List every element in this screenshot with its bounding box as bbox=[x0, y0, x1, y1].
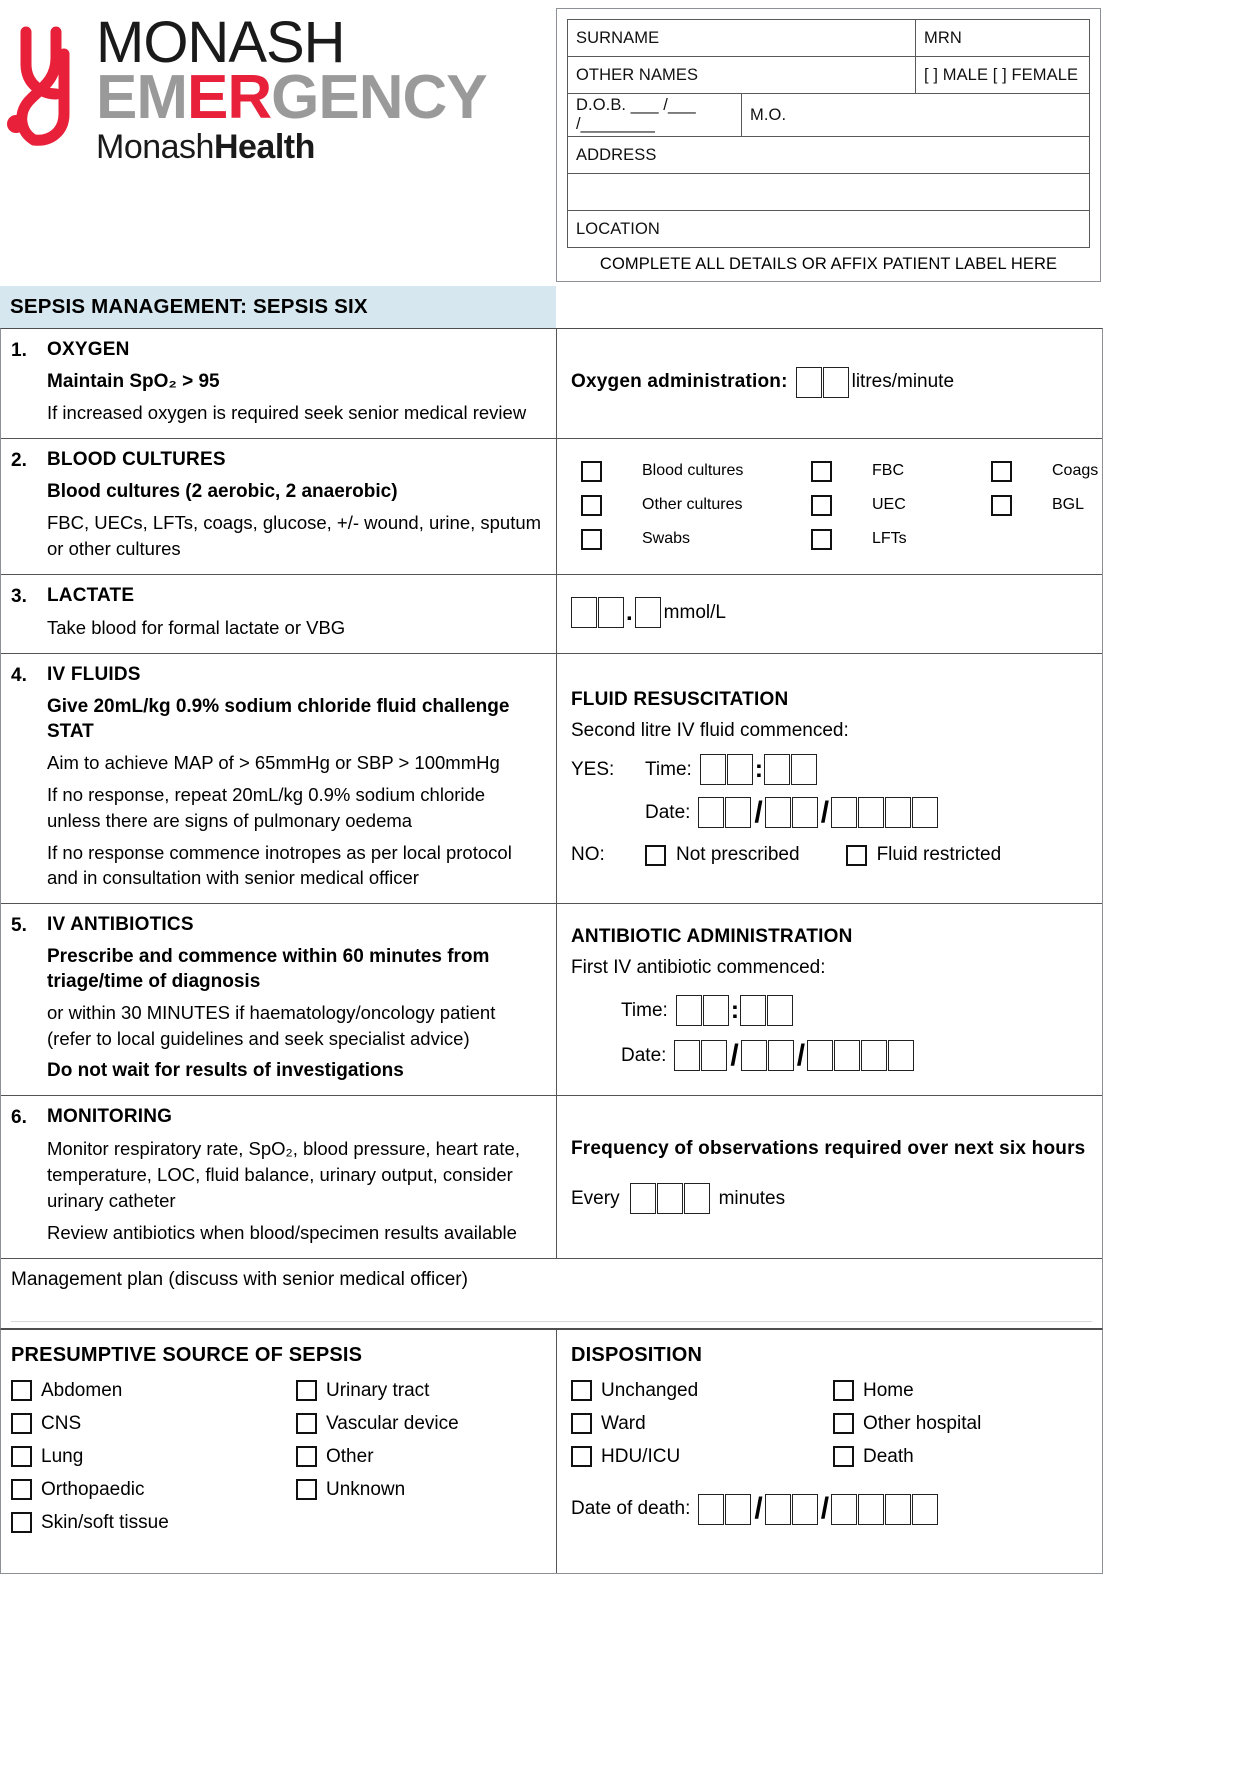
checkbox-icon[interactable] bbox=[11, 1479, 32, 1500]
disposition-heading: DISPOSITION bbox=[571, 1343, 703, 1366]
date-of-death-boxes[interactable] bbox=[698, 1494, 939, 1525]
field-sex[interactable]: [ ] MALE [ ] FEMALE bbox=[916, 57, 1090, 94]
checkbox-icon[interactable] bbox=[11, 1413, 32, 1434]
field-other-names[interactable]: OTHER NAMES bbox=[568, 57, 916, 94]
entry-box[interactable] bbox=[700, 754, 726, 785]
entry-box[interactable] bbox=[831, 1494, 857, 1525]
antibiotic-subtext: First IV antibiotic commenced: bbox=[571, 957, 826, 979]
step-note: Review antibiotics when blood/specimen results available bbox=[47, 1222, 517, 1244]
field-mo[interactable]: M.O. bbox=[742, 94, 1090, 137]
checkbox-lung[interactable] bbox=[11, 1446, 296, 1468]
checkbox-icon[interactable] bbox=[581, 495, 602, 516]
entry-box[interactable] bbox=[861, 1040, 887, 1071]
entry-box[interactable] bbox=[764, 754, 790, 785]
decimal-separator: . bbox=[626, 598, 633, 626]
entry-box[interactable] bbox=[767, 995, 793, 1026]
checkbox-icon[interactable] bbox=[991, 461, 1012, 482]
step-5-description bbox=[1, 904, 557, 1095]
checkbox-unchanged[interactable] bbox=[571, 1380, 833, 1402]
time-label: Time: bbox=[621, 999, 668, 1021]
fluid-subtext: Second litre IV fluid commenced: bbox=[571, 720, 849, 742]
frequency-boxes[interactable] bbox=[630, 1183, 711, 1214]
minutes-label: minutes bbox=[718, 1187, 786, 1209]
checkbox-label: Other bbox=[326, 1445, 374, 1467]
entry-box[interactable] bbox=[598, 597, 624, 628]
entry-box[interactable] bbox=[888, 1040, 914, 1071]
fluid-date-row bbox=[571, 797, 1090, 828]
entry-box[interactable] bbox=[807, 1040, 833, 1071]
bottom-block bbox=[0, 1329, 1103, 1574]
step-heading: IV ANTIBIOTICS bbox=[47, 914, 194, 936]
entry-box[interactable] bbox=[635, 597, 661, 628]
entry-box[interactable] bbox=[674, 1040, 700, 1071]
step-1-entry bbox=[557, 329, 1102, 438]
checkbox-label: Blood cultures bbox=[642, 462, 744, 480]
time-colon: : bbox=[754, 755, 764, 784]
brand-logo bbox=[0, 8, 556, 174]
field-dob[interactable]: D.O.B. ___ /___ /________ bbox=[568, 94, 742, 137]
checkbox-label: Vascular device bbox=[326, 1412, 459, 1434]
field-address-line2[interactable] bbox=[568, 174, 1090, 211]
checkbox-icon[interactable] bbox=[11, 1512, 32, 1533]
entry-box[interactable] bbox=[858, 1494, 884, 1525]
date-of-death-label: Date of death: bbox=[571, 1498, 691, 1520]
step-6-description bbox=[1, 1096, 557, 1258]
entry-box[interactable] bbox=[912, 797, 938, 828]
monitoring-heading: Frequency of observations required over next six hours bbox=[571, 1138, 1086, 1160]
entry-box[interactable] bbox=[792, 797, 818, 828]
entry-box[interactable] bbox=[725, 797, 751, 828]
entry-box[interactable] bbox=[701, 1040, 727, 1071]
entry-box[interactable] bbox=[912, 1494, 938, 1525]
step-note: Aim to achieve MAP of > 65mmHg or SBP > 100mmHg bbox=[47, 751, 500, 773]
checkbox-vascular-device[interactable] bbox=[296, 1413, 536, 1435]
step-note: If increased oxygen is required seek senior medical review bbox=[47, 402, 527, 424]
date-slash: / bbox=[820, 1492, 830, 1526]
date-slash: / bbox=[754, 795, 763, 829]
step-heading: OXYGEN bbox=[47, 339, 130, 360]
date-slash: / bbox=[730, 1038, 739, 1072]
checkbox-fluid-restricted[interactable] bbox=[846, 844, 1002, 866]
checkbox-icon[interactable] bbox=[581, 461, 602, 482]
lactate-entry-row bbox=[571, 597, 1090, 628]
time-label: Time: bbox=[645, 758, 692, 780]
oxygen-unit: litres/minute bbox=[851, 371, 955, 393]
checkbox-not-prescribed[interactable] bbox=[645, 844, 800, 866]
investigation-checkbox-grid bbox=[571, 460, 1151, 550]
entry-box[interactable] bbox=[885, 797, 911, 828]
time-colon: : bbox=[730, 996, 740, 1025]
presumptive-source-heading: PRESUMPTIVE SOURCE OF SEPSIS bbox=[11, 1343, 363, 1366]
checkbox-label: CNS bbox=[41, 1412, 82, 1434]
entry-box[interactable] bbox=[698, 797, 724, 828]
brand-monash: Monash bbox=[96, 128, 214, 167]
entry-box[interactable] bbox=[725, 1494, 751, 1525]
management-plan-row bbox=[1, 1259, 1102, 1328]
checkbox-label: Swabs bbox=[642, 530, 691, 548]
checkbox-icon[interactable] bbox=[11, 1446, 32, 1467]
fluid-date-boxes[interactable] bbox=[698, 797, 939, 828]
yes-label: YES: bbox=[571, 758, 615, 780]
step-bold-footer: Do not wait for results of investigations bbox=[47, 1060, 404, 1082]
antibiotic-admin-heading: ANTIBIOTIC ADMINISTRATION bbox=[571, 926, 853, 948]
checkbox-icon[interactable] bbox=[645, 845, 666, 866]
disposition-column-1 bbox=[571, 1380, 833, 1468]
checkbox-coags[interactable] bbox=[991, 460, 1151, 482]
checkbox-lfts[interactable] bbox=[811, 528, 991, 550]
checkbox-label: HDU/ICU bbox=[601, 1445, 681, 1467]
table-row bbox=[568, 174, 1090, 211]
step-3-description bbox=[1, 575, 557, 653]
step-row-oxygen bbox=[1, 329, 1102, 439]
checkbox-ward[interactable] bbox=[571, 1413, 833, 1435]
step-2-description bbox=[1, 439, 557, 574]
entry-box[interactable] bbox=[630, 1183, 656, 1214]
sepsis-six-grid bbox=[0, 328, 1103, 1329]
disposition-section bbox=[557, 1330, 1102, 1573]
lactate-unit: mmol/L bbox=[663, 601, 726, 623]
checkbox-abdomen[interactable] bbox=[11, 1380, 296, 1402]
checkbox-label: Abdomen bbox=[41, 1379, 123, 1401]
checkbox-cns[interactable] bbox=[11, 1413, 296, 1435]
field-address[interactable]: ADDRESS bbox=[568, 137, 1090, 174]
oxygen-boxes[interactable] bbox=[796, 367, 850, 398]
entry-box[interactable] bbox=[698, 1494, 724, 1525]
step-note: FBC, UECs, LFTs, coags, glucose, +/- wound, urine, sputum or other cultures bbox=[47, 512, 542, 559]
checkbox-label: Home bbox=[863, 1379, 914, 1401]
checkbox-label: Skin/soft tissue bbox=[41, 1511, 169, 1533]
checkbox-label: FBC bbox=[872, 462, 904, 480]
checkbox-icon[interactable] bbox=[581, 529, 602, 550]
affix-label-note: COMPLETE ALL DETAILS OR AFFIX PATIENT LABEL HERE bbox=[599, 255, 1058, 273]
step-row-monitoring bbox=[1, 1096, 1102, 1259]
entry-box[interactable] bbox=[741, 1040, 767, 1071]
every-label: Every bbox=[571, 1187, 620, 1209]
step-bold-line: Maintain SpO₂ > 95 bbox=[47, 371, 220, 392]
checkbox-other-source[interactable] bbox=[296, 1446, 536, 1468]
checkbox-swabs[interactable] bbox=[581, 528, 811, 550]
step-2-entry bbox=[557, 439, 1163, 574]
date-label: Date: bbox=[621, 1044, 667, 1066]
presumptive-source-section bbox=[1, 1330, 557, 1573]
checkbox-label: Other hospital bbox=[863, 1412, 982, 1434]
table-row bbox=[568, 211, 1090, 248]
antibiotic-date-boxes[interactable] bbox=[674, 1040, 915, 1071]
antibiotic-time-row bbox=[571, 995, 1090, 1026]
step-1-description bbox=[1, 329, 557, 438]
entry-box[interactable] bbox=[791, 754, 817, 785]
entry-box[interactable] bbox=[684, 1183, 710, 1214]
checkbox-label: Coags bbox=[1052, 462, 1099, 480]
checkbox-fbc[interactable] bbox=[811, 460, 991, 482]
step-number: 5. bbox=[11, 915, 27, 937]
management-plan-area[interactable] bbox=[1, 1259, 1102, 1328]
page-title: SEPSIS MANAGEMENT: SEPSIS SIX bbox=[0, 286, 556, 328]
step-heading: LACTATE bbox=[47, 584, 135, 606]
checkbox-other-cultures[interactable] bbox=[581, 494, 811, 516]
step-number: 2. bbox=[11, 449, 27, 471]
entry-box[interactable] bbox=[765, 797, 791, 828]
checkbox-icon[interactable] bbox=[571, 1380, 592, 1401]
step-5-entry bbox=[557, 904, 1102, 1095]
checkbox-icon[interactable] bbox=[833, 1413, 854, 1434]
checkbox-label: Ward bbox=[601, 1412, 646, 1434]
date-label: Date: bbox=[645, 801, 691, 823]
entry-box[interactable] bbox=[676, 995, 702, 1026]
checkbox-label: UEC bbox=[872, 496, 906, 514]
step-number: 4. bbox=[11, 664, 27, 686]
entry-box[interactable] bbox=[796, 367, 822, 398]
entry-box[interactable] bbox=[823, 367, 849, 398]
checkbox-icon[interactable] bbox=[811, 529, 832, 550]
stethoscope-icon bbox=[6, 24, 90, 174]
step-3-entry bbox=[557, 575, 1102, 653]
checkbox-label: Not prescribed bbox=[676, 844, 800, 866]
step-row-iv-fluids bbox=[1, 654, 1102, 905]
step-bold-line: Prescribe and commence within 60 minutes from triage/time of diagnosis bbox=[47, 946, 490, 993]
checkbox-icon[interactable] bbox=[811, 495, 832, 516]
antibiotic-date-row bbox=[571, 1040, 1090, 1071]
step-number: 1. bbox=[11, 340, 27, 361]
step-row-lactate bbox=[1, 575, 1102, 654]
checkbox-icon[interactable] bbox=[11, 1380, 32, 1401]
oxygen-admin-row bbox=[571, 367, 1090, 398]
brand-gency: GENCY bbox=[271, 63, 487, 133]
antibiotic-time-boxes[interactable] bbox=[676, 995, 794, 1026]
checkbox-uec[interactable] bbox=[811, 494, 991, 516]
entry-box[interactable] bbox=[740, 995, 766, 1026]
entry-box[interactable] bbox=[768, 1040, 794, 1071]
brand-line-monash-health bbox=[96, 130, 487, 166]
table-row bbox=[568, 137, 1090, 174]
step-bold-line: Blood cultures (2 aerobic, 2 anaerobic) bbox=[47, 480, 398, 502]
entry-box[interactable] bbox=[765, 1494, 791, 1525]
entry-box[interactable] bbox=[834, 1040, 860, 1071]
date-slash: / bbox=[820, 795, 830, 829]
management-plan-label: Management plan (discuss with senior medical officer) bbox=[11, 1268, 468, 1290]
entry-box[interactable] bbox=[571, 597, 597, 628]
checkbox-column-other bbox=[991, 460, 1151, 550]
entry-box[interactable] bbox=[831, 797, 857, 828]
checkbox-label: BGL bbox=[1052, 496, 1085, 514]
checkbox-label: Lung bbox=[41, 1445, 84, 1467]
table-row bbox=[568, 20, 1090, 57]
checkbox-column-bloods bbox=[811, 460, 991, 550]
patient-label-column bbox=[556, 8, 1116, 282]
entry-box[interactable] bbox=[703, 995, 729, 1026]
step-4-description bbox=[1, 654, 557, 904]
checkbox-blood-cultures[interactable] bbox=[581, 460, 811, 482]
checkbox-icon[interactable] bbox=[833, 1380, 854, 1401]
field-surname[interactable]: SURNAME bbox=[568, 20, 916, 57]
step-heading: IV FLUIDS bbox=[47, 663, 141, 685]
checkbox-unknown-source[interactable] bbox=[296, 1479, 536, 1501]
step-note: If no response, repeat 20mL/kg 0.9% sodium chloride unless there are signs of pulmonary oedema bbox=[47, 783, 486, 831]
fluid-resuscitation-heading: FLUID RESUSCITATION bbox=[571, 689, 789, 711]
checkbox-icon[interactable] bbox=[991, 495, 1012, 516]
step-6-entry bbox=[557, 1096, 1102, 1258]
checkbox-icon[interactable] bbox=[811, 461, 832, 482]
checkbox-icon[interactable] bbox=[296, 1479, 317, 1500]
checkbox-bgl[interactable] bbox=[991, 494, 1151, 516]
checkbox-column-cultures bbox=[571, 460, 811, 550]
checkbox-label: Death bbox=[863, 1445, 914, 1467]
checkbox-other-hospital[interactable] bbox=[833, 1413, 1073, 1435]
checkbox-label: Other cultures bbox=[642, 496, 743, 514]
checkbox-hdu-icu[interactable] bbox=[571, 1446, 833, 1468]
step-heading: MONITORING bbox=[47, 1106, 173, 1128]
brand-health: Health bbox=[213, 128, 315, 167]
step-row-iv-antibiotics bbox=[1, 904, 1102, 1096]
entry-box[interactable] bbox=[727, 754, 753, 785]
entry-box[interactable] bbox=[858, 797, 884, 828]
patient-label-box bbox=[556, 8, 1101, 282]
checkbox-death[interactable] bbox=[833, 1446, 1073, 1468]
checkbox-label: Fluid restricted bbox=[876, 844, 1002, 866]
source-column-2 bbox=[296, 1380, 536, 1534]
entry-box[interactable] bbox=[792, 1494, 818, 1525]
header-band bbox=[0, 0, 1257, 282]
checkbox-label: Orthopaedic bbox=[41, 1478, 145, 1500]
checkbox-label: Urinary tract bbox=[326, 1379, 430, 1401]
checkbox-icon[interactable] bbox=[571, 1446, 592, 1467]
step-heading: BLOOD CULTURES bbox=[47, 448, 226, 470]
observation-frequency-row bbox=[571, 1183, 1090, 1214]
checkbox-icon[interactable] bbox=[571, 1413, 592, 1434]
step-number: 3. bbox=[11, 585, 27, 607]
patient-details-table bbox=[567, 19, 1090, 248]
checkbox-icon[interactable] bbox=[296, 1446, 317, 1467]
step-number: 6. bbox=[11, 1107, 27, 1129]
checkbox-label: LFTs bbox=[872, 530, 907, 548]
brand-line-monash: MONASH bbox=[96, 10, 345, 75]
checkbox-label: Unknown bbox=[326, 1478, 406, 1500]
disposition-checkbox-columns bbox=[571, 1380, 1090, 1468]
checkbox-orthopaedic[interactable] bbox=[11, 1479, 296, 1501]
step-bold-line: Give 20mL/kg 0.9% sodium chloride fluid challenge STAT bbox=[47, 695, 510, 742]
step-row-blood-cultures bbox=[1, 439, 1102, 575]
checkbox-icon[interactable] bbox=[296, 1413, 317, 1434]
source-checkbox-columns bbox=[11, 1380, 546, 1534]
checkbox-label: Unchanged bbox=[601, 1379, 699, 1401]
table-row bbox=[568, 94, 1090, 137]
field-mrn[interactable]: MRN bbox=[916, 20, 1090, 57]
checkbox-icon[interactable] bbox=[846, 845, 867, 866]
management-plan-writing-line bbox=[11, 1321, 1092, 1322]
step-note: or within 30 MINUTES if haematology/oncology patient (refer to local guidelines and seek specialist advice) bbox=[47, 1002, 496, 1050]
step-note: Take blood for formal lactate or VBG bbox=[47, 616, 346, 638]
brand-er: ER bbox=[187, 63, 272, 133]
step-4-entry bbox=[557, 654, 1102, 904]
checkbox-icon[interactable] bbox=[296, 1380, 317, 1401]
entry-box[interactable] bbox=[657, 1183, 683, 1214]
step-note: If no response commence inotropes as per local protocol and in consultation with senior medical officer bbox=[47, 841, 512, 889]
disposition-column-2 bbox=[833, 1380, 1073, 1468]
field-location[interactable]: LOCATION bbox=[568, 211, 1090, 248]
checkbox-skin-soft-tissue[interactable] bbox=[11, 1512, 296, 1534]
no-label: NO: bbox=[571, 844, 605, 866]
fluid-no-row bbox=[571, 844, 1090, 866]
entry-box[interactable] bbox=[885, 1494, 911, 1525]
fluid-time-row bbox=[571, 754, 1090, 785]
fluid-time-boxes[interactable] bbox=[700, 754, 818, 785]
oxygen-admin-label: Oxygen administration: bbox=[571, 371, 788, 393]
checkbox-home[interactable] bbox=[833, 1380, 1073, 1402]
brand-line-emergency bbox=[96, 63, 487, 133]
date-slash: / bbox=[796, 1038, 806, 1072]
checkbox-urinary-tract[interactable] bbox=[296, 1380, 536, 1402]
date-slash: / bbox=[754, 1492, 763, 1526]
checkbox-icon[interactable] bbox=[833, 1446, 854, 1467]
source-column-1 bbox=[11, 1380, 296, 1534]
date-of-death-row bbox=[571, 1494, 1090, 1525]
table-row bbox=[568, 57, 1090, 94]
step-note: Monitor respiratory rate, SpO₂, blood pressure, heart rate, temperature, LOC, fluid balance, urinary output, consider urinary catheter bbox=[47, 1138, 520, 1212]
brand-em: EM bbox=[96, 63, 187, 133]
